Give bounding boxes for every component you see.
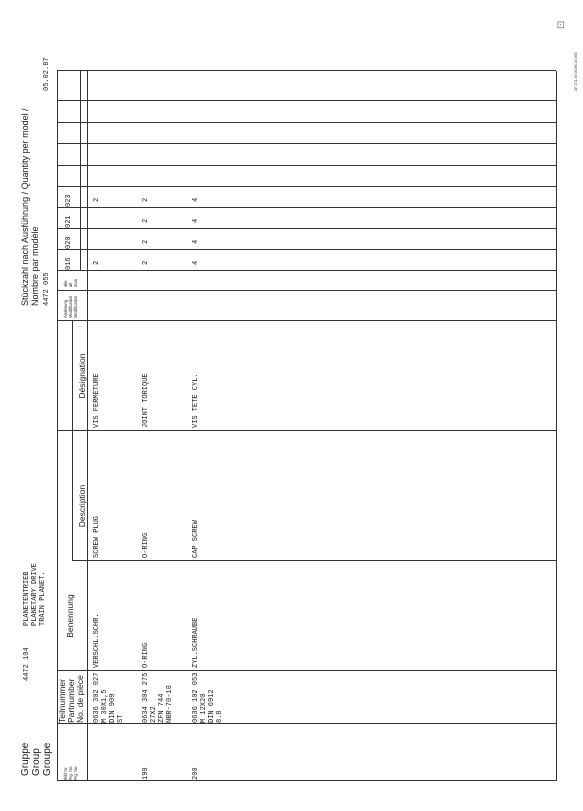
- col-all-de: alle: [63, 280, 68, 287]
- table-rule-vertical: [57, 270, 556, 271]
- row-3-benennung: ZYL.SCHRAUBE: [192, 617, 200, 668]
- row-2-fig-no: 190: [142, 767, 150, 780]
- col-modification-de: Änderung: [63, 299, 68, 318]
- col-fig-no-de: Bild Nr.: [63, 766, 68, 780]
- row-1-part-number: 0636 302 027: [93, 672, 101, 723]
- row-2-part-number: 0634 304 275: [142, 672, 150, 723]
- sheet-date: 05.02.87: [43, 57, 51, 91]
- col-all-en: all: [68, 282, 73, 287]
- table-rule-vertical: [57, 320, 556, 321]
- table-rule-vertical: [57, 670, 556, 671]
- quantity-per-model-label: Stückzahl nach Ausführung / Quantity per model /: [20, 108, 30, 306]
- form-code: ZF-371.90 03.86 20.000: [574, 52, 578, 91]
- table-rule-vertical: [57, 207, 556, 208]
- group-label-fr: Groupe: [42, 742, 53, 776]
- row-3-fig-no: 200: [192, 767, 200, 780]
- table-rule-vertical: [57, 228, 556, 229]
- row-2-benennung: O-RING: [142, 642, 150, 668]
- table-rule-vertical: [57, 186, 556, 187]
- table-rule-vertical: [57, 100, 556, 101]
- group-label-en: Group: [31, 748, 42, 776]
- row-1-description: SCREW PLUG: [93, 515, 101, 558]
- table-rule-vertical: [57, 290, 556, 291]
- col-part-number-en: Partnumber: [66, 678, 76, 723]
- row-2-designation: JOINT TORIQUE: [142, 373, 150, 428]
- row-1-qty-016: 2: [93, 260, 101, 265]
- col-benennung: Benennung: [65, 594, 75, 638]
- table-rule-vertical: [57, 430, 556, 431]
- col-part-number-fr: No. de pièce: [75, 675, 85, 723]
- col-model-023: 023: [65, 194, 73, 207]
- row-1-part-spec-2: DIN 909: [109, 693, 117, 723]
- table-rule-horizontal: [80, 71, 81, 271]
- row-1-benennung: VERSCHL.SCHR.: [93, 613, 101, 668]
- row-2-qty-020: 2: [142, 239, 150, 244]
- col-modification-fr: Modification: [73, 295, 78, 318]
- row-3-qty-020: 4: [192, 239, 200, 244]
- col-model-020: 020: [65, 236, 73, 249]
- model-number: 4472 055: [43, 272, 51, 306]
- row-3-qty-023: 4: [192, 197, 200, 202]
- col-modification-en: Modification: [68, 295, 73, 318]
- col-designation: Désignation: [77, 353, 87, 399]
- row-1-qty-023: 2: [93, 197, 101, 202]
- table-rule-horizontal: [57, 71, 58, 271]
- row-3-part-spec-1: M 12X20: [200, 693, 208, 723]
- row-1-part-spec-3: ST: [117, 714, 125, 723]
- row-1-designation: VIS FERMETURE: [93, 373, 101, 428]
- row-1-part-spec-1: M 30X1,5: [101, 689, 109, 723]
- table-rule-vertical: [57, 780, 556, 781]
- col-description: Description: [77, 484, 87, 528]
- col-fig-no-fr: Fig. No.: [73, 765, 78, 780]
- row-2-qty-023: 2: [142, 197, 150, 202]
- table-rule-vertical: [57, 165, 556, 166]
- row-3-description: CAP SCREW: [192, 520, 200, 558]
- row-3-qty-016: 4: [192, 260, 200, 265]
- row-2-part-spec-2: ZFN 744: [158, 693, 166, 723]
- table-rule-vertical: [57, 70, 556, 71]
- group-number: 4472 104: [23, 647, 31, 681]
- col-model-021: 021: [65, 215, 73, 228]
- col-model-016: 016: [65, 257, 73, 270]
- row-3-designation: VIS TETE CYL.: [192, 373, 200, 428]
- group-name-fr: TRAIN PLANET.: [39, 571, 47, 626]
- group-label-de: Gruppe: [20, 742, 31, 776]
- table-rule-vertical: [57, 249, 556, 250]
- row-3-qty-021: 4: [192, 218, 200, 223]
- table-rule-horizontal: [72, 321, 73, 561]
- nombre-par-modele-label: Nombre par modèle: [30, 226, 40, 306]
- row-2-part-spec-1: 27X2: [150, 706, 158, 723]
- table-rule-vertical: [57, 143, 556, 144]
- row-3-part-spec-2: DIN 6912: [208, 689, 216, 723]
- row-2-description: O-RING: [142, 532, 150, 558]
- row-2-qty-016: 2: [142, 260, 150, 265]
- row-2-qty-021: 2: [142, 218, 150, 223]
- col-all-fr: tous: [73, 279, 78, 287]
- table-rule-vertical: [57, 723, 556, 724]
- corner-registration-mark: ⊡: [556, 20, 565, 31]
- table-rule-vertical: [72, 560, 556, 561]
- col-part-number-de: Teilnummer: [57, 679, 67, 723]
- row-3-part-number: 0636 102 053: [192, 672, 200, 723]
- col-fig-no-en: Fig. No.: [68, 765, 73, 780]
- row-2-part-spec-3: NBR-70-10: [166, 685, 174, 723]
- table-rule-vertical: [57, 122, 556, 123]
- table-rule-horizontal: [556, 71, 557, 781]
- group-name-en: PLANETARY DRIVE: [31, 562, 39, 626]
- group-name-de: PLANETENTRIEB: [23, 571, 31, 626]
- row-3-part-spec-3: 8.8: [216, 710, 224, 723]
